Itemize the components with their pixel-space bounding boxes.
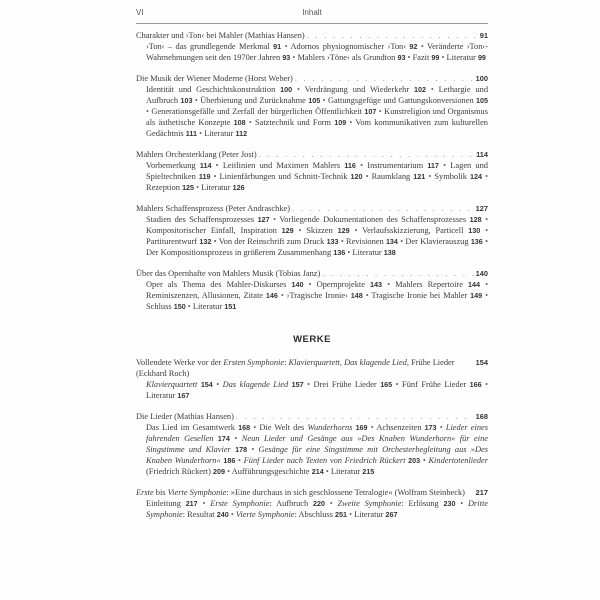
dot-leader bbox=[322, 268, 473, 279]
text-run: Vom kommunikativen zum kulturellen Gedächtnis bbox=[146, 118, 488, 138]
italic-title: Lieder eines fahrenden Gesellen bbox=[146, 423, 488, 443]
entry-page-number: 154 bbox=[475, 358, 488, 367]
page-ref: 121 bbox=[413, 172, 426, 181]
toc-entry[interactable] bbox=[136, 357, 488, 401]
bullet-separator: • bbox=[436, 423, 446, 432]
page-ref: 93 bbox=[282, 53, 291, 62]
bullet-separator: • bbox=[269, 215, 280, 224]
text-run: Charakter und ›Ton‹ bei Mahler (Mathias Hansen) bbox=[136, 31, 305, 40]
text-run: Vorliegende Dokumentationen des Schaffensprozesses bbox=[279, 215, 470, 224]
text-run: Linienfärbungen und Schnitt-Technik bbox=[219, 172, 351, 181]
entry-page-number: 140 bbox=[475, 269, 488, 278]
entry-subsections bbox=[136, 422, 488, 477]
bullet-separator: • bbox=[212, 380, 223, 389]
text-run: Vollendete Werke vor der bbox=[136, 358, 224, 367]
page-ref: 230 bbox=[443, 499, 456, 508]
page-ref: 136 bbox=[333, 248, 346, 257]
entry-heading[interactable] bbox=[136, 30, 488, 41]
entry-title[interactable] bbox=[136, 411, 234, 422]
entry-title[interactable] bbox=[136, 268, 320, 279]
bullet-separator: • bbox=[417, 42, 428, 51]
bullet-separator: • bbox=[482, 291, 488, 300]
bullet-separator: • bbox=[405, 53, 413, 62]
text-run: Tragische Ironie bei Mahler bbox=[371, 291, 471, 300]
page-ref: 240 bbox=[216, 510, 229, 519]
entry-title[interactable] bbox=[136, 487, 465, 498]
bullet-separator: • bbox=[196, 129, 205, 138]
text-run: Die Musik der Wiener Moderne (Horst Weber) bbox=[136, 74, 293, 83]
page-ref: 127 bbox=[257, 215, 270, 224]
entry-heading[interactable] bbox=[136, 203, 488, 214]
text-run: Gattungsgefüge und Gattungskonversionen bbox=[327, 96, 477, 105]
bullet-separator: • bbox=[480, 280, 488, 289]
page-ref: 126 bbox=[232, 183, 245, 192]
text-run: Überbietung und Zurücknahme bbox=[200, 96, 309, 105]
text-run: , bbox=[339, 358, 345, 367]
entry-page-number: 114 bbox=[476, 150, 488, 159]
text-run: Einleitung bbox=[146, 499, 186, 508]
bullet-separator: • bbox=[323, 467, 331, 476]
text-run: : Erlösung bbox=[401, 499, 444, 508]
bullet-separator: • bbox=[481, 215, 488, 224]
text-run: Literatur bbox=[330, 467, 363, 476]
text-run: Achsenzeiten bbox=[376, 423, 425, 432]
text-run: Literatur bbox=[192, 302, 225, 311]
text-run: Oper als Thema des Mahler-Diskurses bbox=[146, 280, 292, 289]
page-ref: 178 bbox=[235, 445, 248, 454]
text-run: Symbolik bbox=[434, 172, 470, 181]
entry-page-number: 91 bbox=[479, 31, 488, 40]
text-run: : bbox=[284, 358, 289, 367]
text-run: Leitlinien und Maximen Mahlers bbox=[222, 161, 345, 170]
italic-title: Ersten Symphonie bbox=[223, 358, 285, 367]
page-ref: 124 bbox=[470, 172, 482, 181]
entry-heading[interactable] bbox=[136, 357, 488, 379]
entry-heading[interactable] bbox=[136, 268, 488, 279]
entry-heading[interactable] bbox=[136, 411, 488, 422]
entry-page-number: 217 bbox=[475, 488, 488, 497]
text-run: (Friedrich Rückert) bbox=[146, 467, 213, 476]
bullet-separator: • bbox=[211, 161, 223, 170]
text-run: Die Lieder (Mathias Hansen) bbox=[136, 412, 234, 421]
page-ref: 267 bbox=[385, 510, 398, 519]
bullet-separator: • bbox=[293, 226, 307, 235]
italic-title: Das klagende Lied bbox=[222, 380, 289, 389]
text-run: Stadien des Schaffensprozesses bbox=[146, 215, 258, 224]
bullet-separator: • bbox=[210, 172, 220, 181]
page-ref: 146 bbox=[265, 291, 278, 300]
page-ref: 93 bbox=[397, 53, 406, 62]
entry-title[interactable] bbox=[136, 357, 472, 379]
page-ref: 148 bbox=[350, 291, 363, 300]
text-run: Literatur bbox=[146, 391, 178, 400]
text-run: Generationsgefälle und Zerfall der bürgerlichen Öffentlichkeit bbox=[151, 107, 365, 116]
page-ref: 120 bbox=[350, 172, 363, 181]
page-ref: 138 bbox=[383, 248, 396, 257]
page-ref: 119 bbox=[198, 172, 211, 181]
text-run: Literatur bbox=[204, 129, 236, 138]
bullet-separator: • bbox=[277, 291, 287, 300]
entry-subsections bbox=[136, 41, 488, 63]
page-ref: 149 bbox=[470, 291, 483, 300]
page-ref: 133 bbox=[326, 237, 339, 246]
page-ref: 154 bbox=[200, 380, 213, 389]
page-number: VI bbox=[136, 8, 144, 17]
bullet-separator: • bbox=[439, 53, 447, 62]
page-ref: 91 bbox=[273, 42, 282, 51]
page-ref: 143 bbox=[370, 280, 382, 289]
text-run: Lagen und Spieltechniken bbox=[146, 161, 488, 181]
bullet-separator: • bbox=[397, 237, 406, 246]
italic-title: Gesänge für eine Singstimme mit Orchesterbegleitung aus »Des Knaben Wunderhorn« bbox=[146, 445, 488, 465]
text-run: Adornos physiognomischer ›Ton‹ bbox=[290, 42, 410, 51]
page-ref: 109 bbox=[334, 118, 347, 127]
text-run: : Resultat bbox=[182, 510, 217, 519]
page-ref: 173 bbox=[424, 423, 437, 432]
toc-entry[interactable] bbox=[136, 268, 488, 312]
text-run: Raumklang bbox=[371, 172, 414, 181]
page-ref: 151 bbox=[224, 302, 237, 311]
page-ref: 132 bbox=[199, 237, 212, 246]
toc-entry[interactable] bbox=[136, 487, 488, 520]
entry-heading[interactable] bbox=[136, 487, 488, 498]
italic-title: Erste bbox=[136, 488, 154, 497]
text-run: Reminiszenzen, Allusionen, Zitate bbox=[146, 291, 266, 300]
text-run: Veränderte ›Ton‹-Wahrnehmungen seit den 1970er Jahren bbox=[146, 42, 488, 62]
page-ref: 116 bbox=[344, 161, 356, 170]
bullet-separator: • bbox=[480, 226, 488, 235]
page-ref: 166 bbox=[469, 380, 482, 389]
section-heading: WERKE bbox=[293, 334, 331, 345]
text-run: Instrumentarium bbox=[367, 161, 428, 170]
page-ref: 114 bbox=[199, 161, 212, 170]
text-run: Literatur bbox=[201, 183, 233, 192]
italic-title: Wunderhorns bbox=[307, 423, 353, 432]
text-run: Aufführungsgeschichte bbox=[231, 467, 312, 476]
text-run: Kompositorischer Einfall, Inspiration bbox=[146, 226, 282, 235]
page-ref: 107 bbox=[364, 107, 377, 116]
bullet-separator: • bbox=[224, 467, 232, 476]
entry-subsections bbox=[136, 214, 488, 258]
page-ref: 209 bbox=[212, 467, 225, 476]
page-ref: 111 bbox=[185, 129, 197, 138]
page-ref: 102 bbox=[414, 85, 427, 94]
bullet-separator: • bbox=[192, 96, 201, 105]
text-run: bis bbox=[153, 488, 168, 497]
page-ref: 186 bbox=[223, 456, 236, 465]
bullet-separator: • bbox=[376, 107, 385, 116]
text-run: ›Tragische Ironie‹ bbox=[286, 291, 351, 300]
bullet-separator: • bbox=[355, 161, 368, 170]
bullet-separator: • bbox=[482, 237, 488, 246]
text-run: Lethargie und Aufbruch bbox=[146, 85, 489, 105]
bullet-separator: • bbox=[194, 183, 202, 192]
page-ref: 217 bbox=[185, 499, 198, 508]
page-ref: 168 bbox=[238, 423, 251, 432]
page-ref: 129 bbox=[281, 226, 294, 235]
page-ref: 129 bbox=[337, 226, 350, 235]
text-run: Literatur bbox=[446, 53, 478, 62]
text-run: Fünf Frühe Lieder bbox=[402, 380, 470, 389]
bullet-separator: • bbox=[362, 291, 372, 300]
bullet-separator: • bbox=[349, 226, 363, 235]
page-ref: 203 bbox=[408, 456, 421, 465]
entry-heading[interactable] bbox=[136, 149, 488, 160]
text-run: Skizzen bbox=[306, 226, 338, 235]
bullet-separator: • bbox=[290, 53, 298, 62]
bullet-separator: • bbox=[438, 161, 451, 170]
bullet-separator: • bbox=[392, 380, 403, 389]
dot-leader bbox=[236, 411, 474, 422]
text-run: Vorbemerkung bbox=[146, 161, 200, 170]
toc-entry[interactable] bbox=[136, 411, 488, 477]
text-run: Von der Reinschrift zum Druck bbox=[218, 237, 327, 246]
page-ref: 214 bbox=[311, 467, 324, 476]
page-ref: 125 bbox=[182, 183, 195, 192]
italic-title: Dritte Symphonie bbox=[146, 499, 489, 519]
dot-leader bbox=[295, 73, 474, 84]
toc-entry[interactable] bbox=[136, 30, 488, 63]
entry-subsections bbox=[136, 84, 488, 139]
entry-title[interactable] bbox=[136, 73, 293, 84]
entry-subsections bbox=[136, 498, 488, 520]
italic-title: Neun Lieder und Gesänge aus »Des Knaben Wunderhorn« für eine Singstimme und Klavier bbox=[146, 434, 489, 454]
bullet-separator: • bbox=[367, 423, 377, 432]
text-run: Der Klavierauszug bbox=[405, 237, 471, 246]
text-run: Über das Opernhafte von Mahlers Musik (Tobias Janz) bbox=[136, 269, 321, 278]
bullet-separator: • bbox=[281, 42, 291, 51]
text-run: Das Lied im Gesamtwerk bbox=[146, 423, 239, 432]
entry-title[interactable] bbox=[136, 149, 257, 160]
page-ref: 174 bbox=[217, 434, 230, 443]
bullet-separator: • bbox=[426, 85, 439, 94]
text-run: Schluss bbox=[146, 302, 174, 311]
bullet-separator: • bbox=[247, 445, 259, 454]
toc-entry[interactable] bbox=[136, 203, 488, 258]
page-ref: 99 bbox=[431, 53, 440, 62]
text-run: Rezeption bbox=[146, 183, 183, 192]
entry-page-number: 100 bbox=[475, 74, 488, 83]
page-ref: 136 bbox=[470, 237, 483, 246]
bullet-separator: • bbox=[250, 423, 260, 432]
page-ref: 150 bbox=[173, 302, 186, 311]
bullet-separator: • bbox=[481, 380, 489, 389]
page-ref: 128 bbox=[469, 215, 482, 224]
bullet-separator: • bbox=[482, 172, 489, 181]
bullet-separator: • bbox=[229, 434, 242, 443]
page-ref: 220 bbox=[312, 499, 325, 508]
page-ref: 112 bbox=[235, 129, 248, 138]
text-run: Drei Frühe Lieder bbox=[313, 380, 381, 389]
bullet-separator: • bbox=[324, 499, 338, 508]
entry-heading[interactable] bbox=[136, 73, 488, 84]
bullet-separator: • bbox=[455, 499, 468, 508]
text-run: Literatur bbox=[352, 248, 384, 257]
text-run: Verlaufsskizzierung, Particell bbox=[362, 226, 469, 235]
italic-title: Zweite Symphonie bbox=[337, 499, 402, 508]
page-ref: 251 bbox=[335, 510, 348, 519]
running-head bbox=[136, 8, 488, 24]
text-run: ›Ton‹ – das grundlegende Merkmal bbox=[146, 42, 274, 51]
text-run: : Abschluss bbox=[294, 510, 336, 519]
page-ref: 169 bbox=[355, 423, 368, 432]
bullet-separator: • bbox=[425, 172, 435, 181]
bullet-separator: • bbox=[362, 172, 372, 181]
text-run: Mahlers ›Töne‹ als Grundton bbox=[297, 53, 398, 62]
page-ref: 144 bbox=[468, 280, 480, 289]
page-ref: 105 bbox=[476, 96, 489, 105]
toc-entry[interactable] bbox=[136, 149, 488, 193]
bullet-separator: • bbox=[245, 118, 255, 127]
text-run: Satztechnik und Form bbox=[254, 118, 335, 127]
bullet-separator: • bbox=[185, 302, 193, 311]
bullet-separator: • bbox=[347, 510, 355, 519]
bullet-separator: • bbox=[197, 499, 211, 508]
page-ref: 157 bbox=[291, 380, 304, 389]
bullet-separator: • bbox=[292, 85, 305, 94]
italic-title: Klavierquartett bbox=[288, 358, 340, 367]
italic-title: Erste Symphonie bbox=[210, 499, 270, 508]
bullet-separator: • bbox=[303, 280, 317, 289]
text-run: Identität und Geschichtskonstruktion bbox=[146, 85, 281, 94]
italic-title: Kindertotenlieder bbox=[428, 456, 489, 465]
text-run: Revisionen bbox=[346, 237, 386, 246]
entry-subsections bbox=[136, 279, 488, 312]
bullet-separator: • bbox=[211, 237, 219, 246]
text-run: Literatur bbox=[354, 510, 386, 519]
italic-title: Fünf Lieder nach Texten von Friedrich Rückert bbox=[243, 456, 406, 465]
bullet-separator: • bbox=[303, 380, 314, 389]
entry-subsections bbox=[136, 379, 488, 401]
bullet-separator: • bbox=[346, 118, 356, 127]
text-run: : Aufbruch bbox=[269, 499, 313, 508]
text-run: Kunstreligion und Organismus als ästhetische Konzepte bbox=[146, 107, 489, 127]
text-run: Mahlers Orchesterklang (Peter Jost) bbox=[136, 150, 257, 159]
dot-leader bbox=[259, 149, 474, 160]
text-run: Die Welt des bbox=[259, 423, 308, 432]
text-run: , Frühe Lieder (Eckhard Roch) bbox=[136, 358, 455, 378]
italic-title: Vierte Symphonie bbox=[167, 488, 227, 497]
table-of-contents bbox=[136, 30, 488, 530]
page-ref: 108 bbox=[233, 118, 246, 127]
page-ref: 103 bbox=[180, 96, 193, 105]
text-run: Verdrängung und Wiederkehr bbox=[304, 85, 415, 94]
page-ref: 215 bbox=[362, 467, 375, 476]
bullet-separator: • bbox=[320, 96, 328, 105]
bullet-separator: • bbox=[345, 248, 353, 257]
entry-subsections bbox=[136, 160, 488, 193]
italic-title: Klavierquartett bbox=[146, 380, 198, 389]
page-ref: 167 bbox=[177, 391, 190, 400]
page-ref: 165 bbox=[380, 380, 393, 389]
bullet-separator: • bbox=[338, 237, 346, 246]
text-run: Partiturentwurf bbox=[146, 237, 200, 246]
dot-leader bbox=[307, 30, 478, 41]
bullet-separator: • bbox=[146, 107, 152, 116]
toc-entry[interactable] bbox=[136, 73, 488, 139]
page-ref: 99 bbox=[477, 53, 486, 62]
running-head-title: Inhalt bbox=[302, 8, 322, 17]
page-ref: 134 bbox=[385, 237, 398, 246]
entry-page-number: 127 bbox=[475, 204, 488, 213]
page-ref: 105 bbox=[308, 96, 321, 105]
page-ref: 130 bbox=[468, 226, 481, 235]
italic-title: Das klagende Lied bbox=[344, 358, 407, 367]
entry-title[interactable] bbox=[136, 30, 305, 41]
text-run: Fazit bbox=[412, 53, 432, 62]
page-ref: 117 bbox=[427, 161, 439, 170]
italic-title: Vierte Symphonie bbox=[235, 510, 295, 519]
dot-leader bbox=[292, 203, 474, 214]
entry-title[interactable] bbox=[136, 203, 290, 214]
entry-page-number: 168 bbox=[475, 412, 488, 421]
text-run: : »Eine durchaus in sich geschlossene Tetralogie« (Wolfram Steinbeck) bbox=[226, 488, 465, 497]
text-run: Mahlers Repertoire bbox=[395, 280, 468, 289]
text-run: Der Kompositionsprozess in größerem Zusammenhang bbox=[146, 248, 334, 257]
page-ref: 100 bbox=[280, 85, 293, 94]
page-ref: 92 bbox=[409, 42, 418, 51]
bullet-separator: • bbox=[228, 510, 236, 519]
bullet-separator: • bbox=[420, 456, 429, 465]
bullet-separator: • bbox=[382, 280, 396, 289]
text-run: Opernprojekte bbox=[316, 280, 370, 289]
text-run: Mahlers Schaffensprozess (Peter Andraschke) bbox=[136, 204, 291, 213]
page-ref: 140 bbox=[291, 280, 304, 289]
bullet-separator: • bbox=[235, 456, 244, 465]
